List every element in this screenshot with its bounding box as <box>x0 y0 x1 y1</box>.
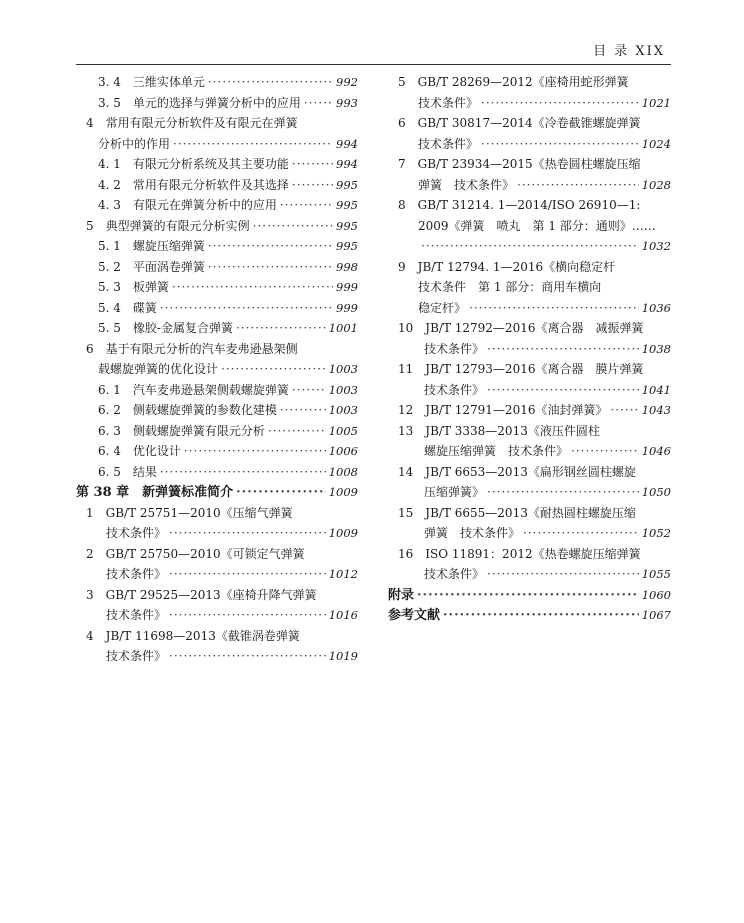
toc-leader-dots <box>487 380 639 401</box>
toc-entry <box>388 380 671 401</box>
toc-leader-dots <box>172 277 333 298</box>
toc-page-number: 1003 <box>328 403 358 417</box>
toc-entry <box>388 339 671 360</box>
toc-page-number: 1009 <box>328 526 358 540</box>
toc-entry <box>76 605 358 626</box>
toc-page-number: 1052 <box>641 526 671 540</box>
toc-entry <box>76 134 358 155</box>
toc-leader-dots <box>253 216 333 237</box>
toc-entry-title: 6 基于有限元分析的汽车麦弗逊悬架侧 <box>86 341 298 356</box>
toc-entry-title: 技术条件》 <box>418 95 479 110</box>
toc-entry-title: 5. 3 板弹簧 <box>98 280 169 294</box>
toc-page-number: 994 <box>336 157 358 171</box>
toc-entry <box>76 462 358 483</box>
toc-leader-dots <box>173 134 333 155</box>
toc-page-number: 1060 <box>641 587 671 602</box>
toc-entry-title: 4 JB/T 11698—2013《截锥涡卷弹簧 <box>86 628 300 643</box>
toc-entry-title: 7 GB/T 23934—2015《热卷圆柱螺旋压缩 <box>398 157 641 171</box>
toc-entry-title: 5. 2 平面涡卷弹簧 <box>98 259 205 274</box>
toc-entry <box>76 175 358 196</box>
toc-page-number: 1050 <box>641 485 671 499</box>
toc-entry <box>388 482 671 503</box>
toc-leader-dots <box>481 134 639 155</box>
toc-page-number: 995 <box>336 239 358 253</box>
toc-entry <box>76 277 358 298</box>
toc-right-column <box>388 72 671 626</box>
toc-leader-dots <box>169 605 326 626</box>
toc-entry <box>76 72 358 93</box>
toc-leader-dots <box>443 606 639 627</box>
toc-entry-title: 技术条件》 <box>106 567 167 581</box>
toc-entry <box>388 216 671 237</box>
toc-page-number: 995 <box>336 218 358 233</box>
toc-leader-dots <box>208 257 333 278</box>
toc-entry <box>76 441 358 462</box>
toc-leader-dots <box>523 523 639 544</box>
toc-page-number: 1005 <box>328 423 358 438</box>
toc-entry-title: 2 GB/T 25750—2010《可锁定气弹簧 <box>86 546 305 561</box>
toc-entry-title: 弹簧 技术条件》 <box>418 177 515 192</box>
toc-page-number: 995 <box>336 177 358 192</box>
toc-leader-dots <box>280 195 333 216</box>
toc-entry <box>76 298 358 319</box>
toc-entry-title: 2009《弹簧 喷丸 第 1 部分：通则》…… <box>418 218 656 233</box>
toc-entry <box>76 503 358 524</box>
toc-entry <box>388 318 671 339</box>
toc-leader-dots <box>487 482 639 503</box>
toc-page-number: 994 <box>336 136 358 151</box>
toc-entry <box>388 257 671 278</box>
toc-entry <box>76 339 358 360</box>
toc-entry <box>76 400 358 421</box>
toc-entry-title: 16 ISO 11891：2012《热卷螺旋压缩弹簧 <box>398 546 641 561</box>
toc-leader-dots <box>417 586 639 607</box>
toc-leader-dots <box>517 175 639 196</box>
toc-entry <box>388 421 671 442</box>
toc-page-number: 1019 <box>328 649 358 663</box>
toc-entry-title: 4 常用有限元分析软件及有限元在弹簧 <box>86 116 298 130</box>
toc-page-number: 1003 <box>328 362 358 376</box>
toc-entry <box>388 175 671 196</box>
toc-entry <box>76 113 358 134</box>
toc-entry <box>76 236 358 257</box>
toc-entry-title: 技术条件 第 1 部分：商用车横向 <box>418 280 602 294</box>
toc-entry <box>76 564 358 585</box>
toc-entry-title: 4. 2 常用有限元分析软件及其选择 <box>98 177 289 192</box>
toc-entry-title: 分析中的作用 <box>98 136 171 151</box>
toc-entry <box>76 646 358 667</box>
toc-entry-title: 技术条件》 <box>424 382 485 397</box>
toc-entry <box>388 195 671 216</box>
toc-entry <box>388 503 671 524</box>
toc-page-number: 999 <box>336 300 358 315</box>
toc-leader-dots <box>169 523 326 544</box>
toc-leader-dots <box>208 236 333 257</box>
toc-leader-dots <box>208 72 333 93</box>
toc-leader-dots <box>304 93 333 114</box>
toc-entry-title: 稳定杆》 <box>418 300 467 315</box>
toc-entry-title: 4. 3 有限元在弹簧分析中的应用 <box>98 198 277 212</box>
toc-entry-title: 载螺旋弹簧的优化设计 <box>98 362 219 376</box>
toc-entry <box>388 72 671 93</box>
toc-entry-title: 3. 5 单元的选择与弹簧分析中的应用 <box>98 95 301 110</box>
toc-entry <box>76 154 358 175</box>
toc-entry <box>388 154 671 175</box>
toc-entry-title: 压缩弹簧》 <box>424 485 485 499</box>
toc-entry <box>388 298 671 319</box>
toc-leader-dots <box>469 298 639 319</box>
toc-entry <box>388 359 671 380</box>
toc-entry-title: 5 典型弹簧的有限元分析实例 <box>86 218 250 233</box>
toc-entry-title: 技术条件》 <box>106 608 167 622</box>
toc-leader-dots <box>268 421 326 442</box>
toc-entry-title: 4. 1 有限元分析系统及其主要功能 <box>98 157 289 171</box>
toc-page-number: 999 <box>336 280 358 294</box>
toc-entry-title: 5 GB/T 28269—2012《座椅用蛇形弹簧 <box>398 75 629 89</box>
toc-leader-dots <box>292 154 333 175</box>
toc-leader-dots <box>481 93 639 114</box>
toc-entry-title: 技术条件》 <box>106 649 167 663</box>
toc-entry-title: 11 JB/T 12793—2016《离合器 膜片弹簧 <box>398 362 644 376</box>
toc-leader-dots <box>236 483 326 504</box>
toc-entry-title: 5. 4 碟簧 <box>98 300 157 315</box>
toc-leader-dots <box>571 441 639 462</box>
toc-leader-dots <box>160 298 333 319</box>
toc-page-number: 1008 <box>328 464 358 479</box>
toc-entry-title: 14 JB/T 6653—2013《扁形钢丝圆柱螺旋 <box>398 464 636 479</box>
toc-page-number: 998 <box>336 259 358 274</box>
toc-entry <box>76 585 358 606</box>
toc-entry-title: 3. 4 三维实体单元 <box>98 75 205 89</box>
header-text: 目 录 XIX <box>593 44 665 59</box>
toc-entry-title: 6 GB/T 30817—2014《冷卷截锥螺旋弹簧 <box>398 116 641 130</box>
toc-entry <box>388 544 671 565</box>
toc-leader-dots <box>236 318 326 339</box>
toc-page-number: 1032 <box>641 239 671 253</box>
toc-entry-title: 12 JB/T 12791—2016《油封弹簧》 <box>398 403 608 417</box>
toc-entry-title: 10 JB/T 12792—2016《离合器 减振弹簧 <box>398 321 644 335</box>
toc-entry <box>388 236 671 257</box>
toc-leader-dots <box>487 339 639 360</box>
toc-page-number: 1046 <box>641 444 671 458</box>
toc-page-number: 995 <box>336 198 358 212</box>
page-header <box>76 38 671 65</box>
toc-entry-title: 3 GB/T 29525—2013《座椅升降气弹簧 <box>86 587 317 602</box>
toc-entry-title: 技术条件》 <box>106 526 167 540</box>
toc-page-number: 1055 <box>641 567 671 581</box>
toc-entry <box>388 585 671 606</box>
toc-entry-title: 1 GB/T 25751—2010《压缩气弹簧 <box>86 505 293 520</box>
toc-page-number: 1043 <box>641 403 671 417</box>
toc-entry-title: 6. 5 结果 <box>98 464 157 479</box>
toc-entry <box>388 400 671 421</box>
toc-page-number: 1012 <box>328 567 358 581</box>
toc-leader-dots <box>184 441 326 462</box>
toc-entry-title: 第 38 章 新弹簧标准简介 <box>76 485 234 500</box>
toc-entry-title: 技术条件》 <box>424 341 485 356</box>
toc-leader-dots <box>487 564 639 585</box>
toc-page-number: 1067 <box>641 608 671 622</box>
toc-entry <box>76 216 358 237</box>
toc-entry-title: 6. 1 汽车麦弗逊悬架侧载螺旋弹簧 <box>98 382 289 397</box>
toc-entry <box>76 93 358 114</box>
toc-entry <box>76 359 358 380</box>
toc-entry <box>388 605 671 626</box>
toc-entry <box>76 626 358 647</box>
toc-leader-dots <box>292 175 333 196</box>
toc-entry-title: 6. 3 侧载螺旋弹簧有限元分析 <box>98 423 265 438</box>
toc-page-number: 1024 <box>641 136 671 151</box>
toc-leader-dots <box>421 236 639 257</box>
toc-page-number: 992 <box>336 75 358 89</box>
toc-page-number: 1041 <box>641 382 671 397</box>
toc-page-number: 993 <box>336 95 358 110</box>
toc-leader-dots <box>280 400 326 421</box>
toc-entry-title: 螺旋压缩弹簧 技术条件》 <box>424 444 569 458</box>
toc-page-number: 1003 <box>328 382 358 397</box>
toc-entry <box>76 318 358 339</box>
toc-entry <box>388 113 671 134</box>
toc-entry <box>76 482 358 503</box>
toc-entry <box>388 462 671 483</box>
toc-entry <box>76 421 358 442</box>
toc-page-number: 1036 <box>641 300 671 315</box>
toc-leader-dots <box>292 380 326 401</box>
toc-page-number: 1009 <box>328 485 358 499</box>
toc-entry-title: 参考文献 <box>388 608 441 623</box>
toc-entry <box>76 195 358 216</box>
toc-page-number: 1021 <box>641 95 671 110</box>
toc-entry-title: 9 JB/T 12794. 1—2016《横向稳定杆 <box>398 259 616 274</box>
toc-page-number: 1028 <box>641 177 671 192</box>
toc-entry-title: 弹簧 技术条件》 <box>424 526 521 540</box>
toc-entry <box>76 257 358 278</box>
toc-entry-title: 附录 <box>388 587 415 603</box>
toc-entry <box>388 441 671 462</box>
toc-page-number: 1006 <box>328 444 358 458</box>
toc-page-number: 1038 <box>641 341 671 356</box>
toc-entry-title: 15 JB/T 6655—2013《耐热圆柱螺旋压缩 <box>398 505 636 520</box>
toc-entry-title: 技术条件》 <box>424 567 485 581</box>
toc-entry <box>388 523 671 544</box>
toc-entry-title: 技术条件》 <box>418 136 479 151</box>
toc-leader-dots <box>610 400 638 421</box>
toc-leader-dots <box>221 359 326 380</box>
toc-entry-title: 8 GB/T 31214. 1—2014/ISO 26910—1: <box>398 198 641 212</box>
toc-entry <box>388 134 671 155</box>
toc-entry <box>76 380 358 401</box>
toc-leader-dots <box>160 462 326 483</box>
toc-page-number: 1001 <box>328 321 358 335</box>
toc-entry-title: 6. 4 优化设计 <box>98 444 181 458</box>
toc-entry <box>76 544 358 565</box>
toc-leader-dots <box>169 646 326 667</box>
toc-entry <box>388 277 671 298</box>
toc-entry-title: 13 JB/T 3338—2013《液压件圆柱 <box>398 423 600 438</box>
toc-page-number: 1016 <box>328 608 358 622</box>
toc-entry-title: 5. 5 橡胶-金属复合弹簧 <box>98 321 233 335</box>
toc-entry-title: 5. 1 螺旋压缩弹簧 <box>98 239 205 253</box>
toc-entry <box>388 564 671 585</box>
toc-leader-dots <box>169 564 326 585</box>
toc-left-column <box>76 72 358 667</box>
toc-entry <box>76 523 358 544</box>
toc-entry-title: 6. 2 侧载螺旋弹簧的参数化建模 <box>98 403 277 417</box>
toc-entry <box>388 93 671 114</box>
